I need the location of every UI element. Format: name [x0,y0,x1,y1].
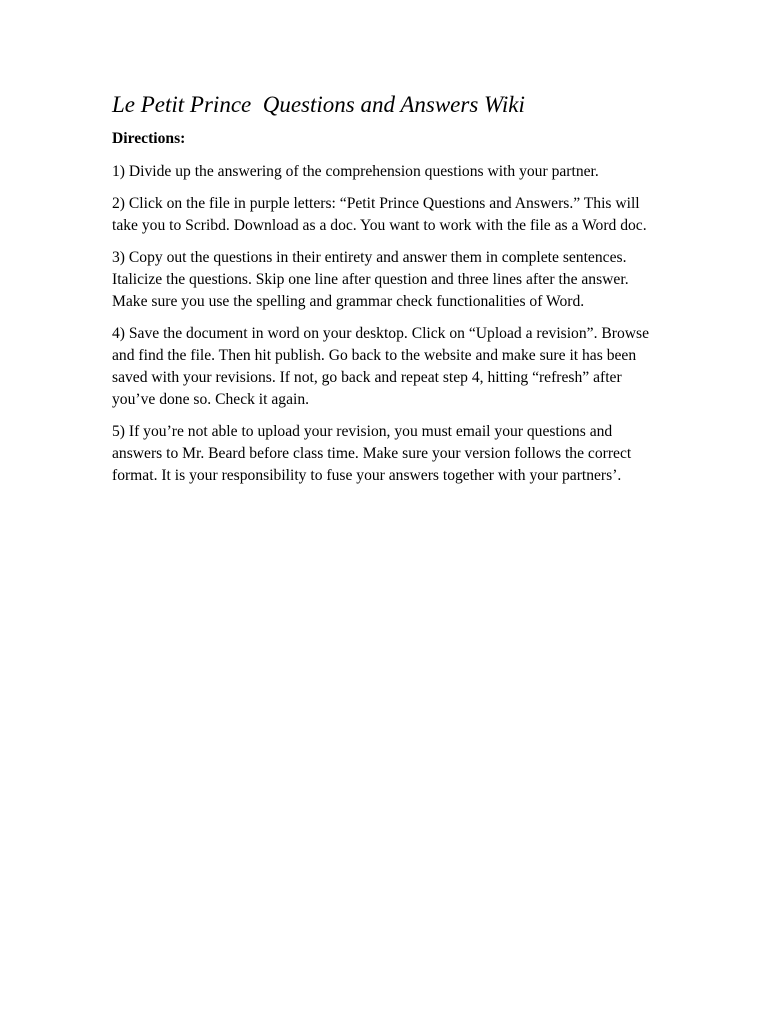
direction-step-4: 4) Save the document in word on your desktop. Click on “Upload a revision”. Browse and find the file. Then hit publish. Go back to the website and make sure it has been saved with your revisions. If not, go back and repeat step 4, hitting “refresh” after you’ve done so. Check it again. [112,325,650,408]
direction-step-1: 1) Divide up the answering of the comprehension questions with your partner. [112,163,599,180]
document-page [112,88,658,497]
direction-step-3: 3) Copy out the questions in their entirety and answer them in complete sentences. Italicize the questions. Skip one line after question and three lines after the answer. Make sure you use the spelling and grammar check functionalities of Word. [112,249,629,310]
direction-step-5: 5) If you’re not able to upload your revision, you must email your questions and answers to Mr. Beard before class time. Make sure your version follows the correct format. It is your responsibility to fuse your answers together with your partners’. [112,423,632,484]
directions-heading: Directions: [112,130,186,147]
document-title: Le Petit Prince Questions and Answers Wiki [112,92,525,117]
direction-step-2: 2) Click on the file in purple letters: “Petit Prince Questions and Answers.” This will take you to Scribd. Download as a doc. You want to work with the file as a Word doc. [112,195,647,234]
